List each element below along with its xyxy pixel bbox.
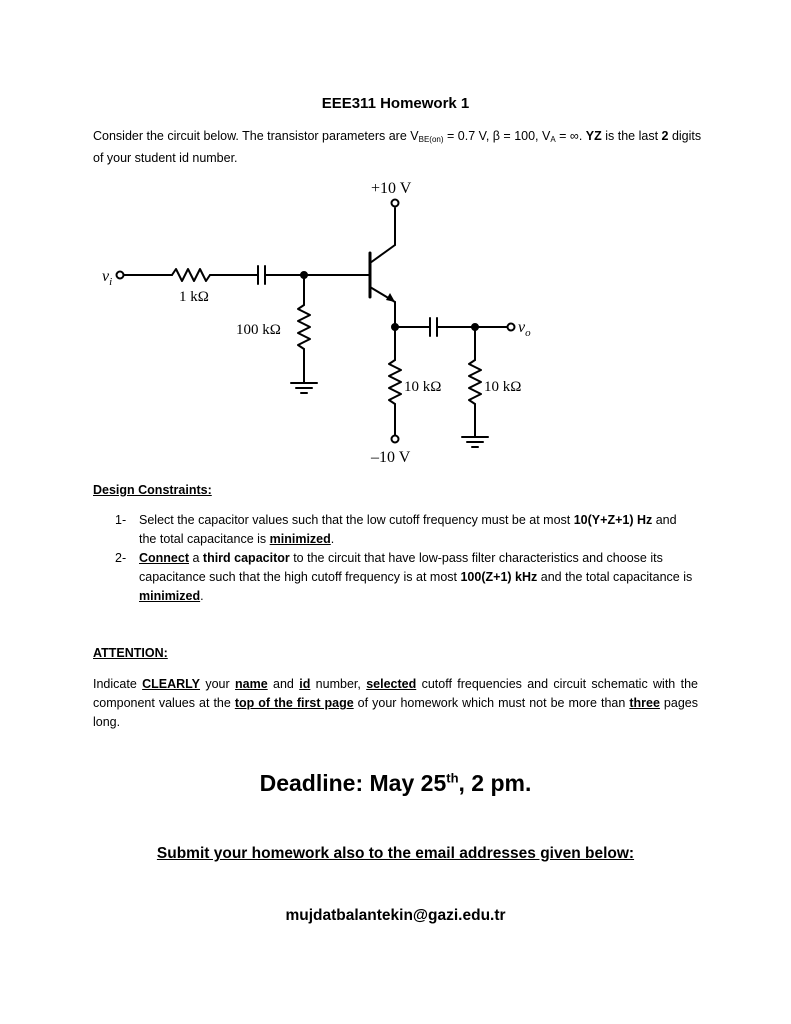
- resistor-load: [469, 360, 481, 404]
- resistor-base: [298, 305, 310, 349]
- label-r-emitter: 10 kΩ: [404, 379, 442, 395]
- label-vo: $v_o$: [518, 319, 531, 339]
- attention-text: Indicate CLEARLY your name and id number, selected cutoff frequencies and circuit schematic with the component values at the top of the first page of your homework which must not be more than three pages long.: [93, 677, 698, 729]
- problem-intro: Consider the circuit below. The transistor parameters are $V_{BE(on)} = 0.7$ V, β = 100, $V_A$ = ∞. YZ is the last 2 digits of your student id number.: [93, 129, 702, 165]
- attention-heading: ATTENTION:: [93, 646, 168, 660]
- circuit-schematic: [90, 175, 550, 475]
- output-terminal: [508, 324, 515, 331]
- vcc-terminal: [392, 200, 399, 207]
- vee-terminal: [392, 436, 399, 443]
- label-r-source: 1 kΩ: [179, 289, 209, 305]
- page-title: EEE311 Homework 1: [321, 95, 470, 112]
- label-vcc: +10 V: [371, 180, 412, 197]
- list-item: 2- Connect a third capacitor to the circuit that have low-pass filter characteristics and choose its capacitance such that the high cutoff frequency is at most 100(Z+1) kHz and the total capacitance is minimized.: [115, 551, 693, 603]
- list-item: 1- Select the capacitor values such that the low cutoff frequency must be at most 10(Y+Z+1) Hz and the total capacitance is minimized.: [115, 513, 677, 546]
- label-vi: $v_i$: [102, 268, 113, 288]
- deadline: Deadline: May 25th, 2 pm.: [259, 770, 532, 796]
- label-r-load: 10 kΩ: [484, 379, 522, 395]
- design-constraints-heading: Design Constraints:: [93, 483, 212, 497]
- design-constraints-list: [93, 511, 693, 606]
- resistor-emitter: [389, 360, 401, 404]
- input-terminal: [117, 272, 124, 279]
- label-vee: –10 V: [371, 449, 411, 466]
- resistor-source: [172, 269, 210, 281]
- email-address[interactable]: mujdatbalantekin@gazi.edu.tr: [285, 907, 506, 924]
- submit-instruction: Submit your homework also to the email addresses given below:: [156, 845, 635, 862]
- label-r-base: 100 kΩ: [236, 322, 281, 338]
